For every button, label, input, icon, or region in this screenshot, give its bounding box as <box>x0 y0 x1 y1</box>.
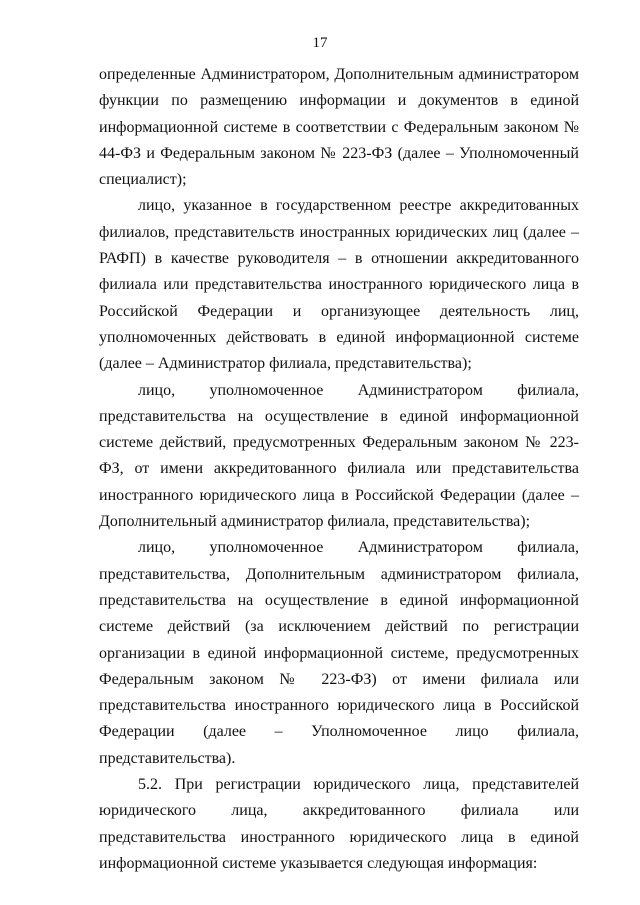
document-text <box>99 62 579 877</box>
page-number: 17 <box>312 35 328 51</box>
paragraph-additional-branch-administrator: лицо, уполномоченное Администратором филиала, представительства на осуществление в единой информационной системе действий, предусмотренных Федеральным законом № 223-ФЗ, от имени аккредитованного филиала или представительства иностранного юридического лица в Российской Федерации (далее – Дополнительный администратор филиала, представительства); <box>99 381 579 531</box>
paragraph-branch-administrator: лицо, указанное в государственном реестре аккредитованных филиалов, представительств иностранных юридических лиц (далее – РАФП) в качестве руководителя – в отношении аккредитованного филиала или представительства иностранного юридического лица в Российской Федерации и организующее деятельность лиц, уполномоченных действовать в единой информационной системе (далее – Администратор филиала, представительства); <box>99 197 579 373</box>
paragraph-section-5-2: 5.2. При регистрации юридического лица, представителей юридического лица, аккредитованного филиала или представительства иностранного юридического лица в единой информационной системе указывается следующая информация: <box>99 776 579 872</box>
paragraph-authorized-branch-person: лицо, уполномоченное Администратором филиала, представительства, Дополнительным администратором филиала, представительства на осуществление в единой информационной системе действий (за исключением действий по регистрации организации в единой информационной системе, предусмотренных Федеральным законом № 223-ФЗ) от имени филиала или представительства иностранного юридического лица в Российской Федерации (далее – Уполномоченное лицо филиала, представительства). <box>99 539 579 767</box>
paragraph-authorized-specialist: определенные Администратором, Дополнительным администратором функции по размещению информации и документов в единой информационной системе в соответствии с Федеральным законом № 44-ФЗ и Федеральным законом № 223-ФЗ (далее – Уполномоченный специалист); <box>99 66 579 189</box>
